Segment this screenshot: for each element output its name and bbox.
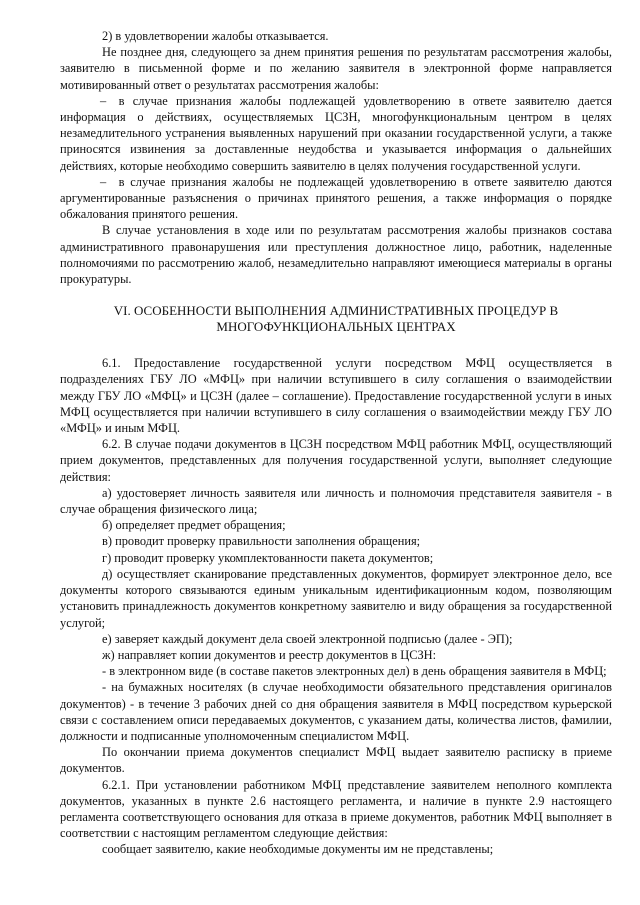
paragraph: В случае установления в ходе или по результатам рассмотрения жалобы признаков состава административного правонарушения или преступления должностное лицо, работник, наделенные полномочиями по рассмотрению жалоб, незамедлительно направляют имеющиеся материалы в органы прокуратуры. (60, 223, 612, 287)
section-heading (60, 303, 612, 335)
paragraph: 2) в удовлетворении жалобы отказывается. (102, 29, 329, 43)
document-page (60, 28, 612, 858)
list-item: – в случае признания жалобы подлежащей удовлетворению в ответе заявителю дается информация о действиях, осуществляемых ЦСЗН, многофункциональным центром в целях незамедлительного устранения выявленных нарушений при оказании государственной услуги, а также приносятся извинения за доставленные неудобства и указывается информация о дальнейших действиях, которые необходимо совершить заявителю в целях получения государственной услуги. (60, 93, 612, 173)
paragraph: 6.2.1. При установлении работником МФЦ представление заявителем неполного комплекта документов, указанных в пункте 2.6 настоящего регламента, и наличие в пункте 2.9 настоящего регламента соответствующего основания для отказа в приеме документов, работник МФЦ выполняет в соответствии с настоящим регламентом следующие действия: (60, 777, 612, 841)
paragraph: Не позднее дня, следующего за днем принятия решения по результатам рассмотрения жалобы, заявителю в письменной форме и по желанию заявителя в электронной форме направляется мотивированный ответ о результатах рассмотрения жалобы: (60, 45, 612, 92)
list-item: ж) направляет копии документов и реестр документов в ЦСЗН: (102, 647, 437, 662)
paragraph: 6.1. Предоставление государственной услуги посредством МФЦ осуществляется в подразделениях ГБУ ЛО «МФЦ» при наличии вступившего в силу соглашения о взаимодействии между ГБУ ЛО «МФЦ» и ЦСЗН (далее – соглашение). Предоставление государственной услуги в иных МФЦ осуществляется при наличии вступившего в силу соглашения о взаимодействии между ГБУ ЛО «МФЦ» и иным МФЦ. (60, 356, 612, 436)
paragraph: 6.2. В случае подачи документов в ЦСЗН посредством МФЦ работник МФЦ, осуществляющий прием документов, представленных для получения государственной услуги, выполняет следующие действия: (60, 437, 612, 484)
section-heading-line: VI. ОСОБЕННОСТИ ВЫПОЛНЕНИЯ АДМИНИСТРАТИВНЫХ ПРОЦЕДУР В (113, 303, 559, 319)
list-item: е) заверяет каждый документ дела своей электронной подписью (далее - ЭП); (102, 631, 513, 646)
section-heading-line: МНОГОФУНКЦИОНАЛЬНЫХ ЦЕНТРАХ (216, 319, 456, 335)
list-item: а) удостоверяет личность заявителя или личность и полномочия представителя заявителя - в случае обращения физического лица; (60, 485, 612, 517)
list-item: в) проводит проверку правильности заполнения обращения; (102, 534, 421, 549)
list-item: б) определяет предмет обращения; (102, 518, 286, 533)
list-item: г) проводит проверку укомплектованности пакета документов; (102, 550, 434, 565)
list-item: - в электронном виде (в составе пакетов электронных дел) в день обращения заявителя в МФЦ; (102, 664, 607, 679)
paragraph: сообщает заявителю, какие необходимые документы им не представлены; (102, 842, 494, 857)
list-item: - на бумажных носителях (в случае необходимости обязательного представления оригиналов документов) - в течение 3 рабочих дней со дня обращения заявителя в МФЦ посредством курьерской связи с составлением описи передаваемых документов, с указанием даты, количества листов, фамилии, должности и подписанные уполномоченным специалистом МФЦ. (60, 680, 612, 743)
list-item: д) осуществляет сканирование представленных документов, формирует электронное дело, все документы которого связываются единым уникальным идентификационным кодом, позволяющим установить принадлежность документов конкретному заявителю и виду обращения за государственной услугой; (60, 566, 612, 630)
paragraph: По окончании приема документов специалист МФЦ выдает заявителю расписку в приеме документов. (60, 745, 612, 776)
list-item: – в случае признания жалобы не подлежащей удовлетворению в ответе заявителю даются аргументированные разъяснения о причинах принятого решения, а также информация о порядке обжалования принятого решения. (60, 174, 612, 222)
